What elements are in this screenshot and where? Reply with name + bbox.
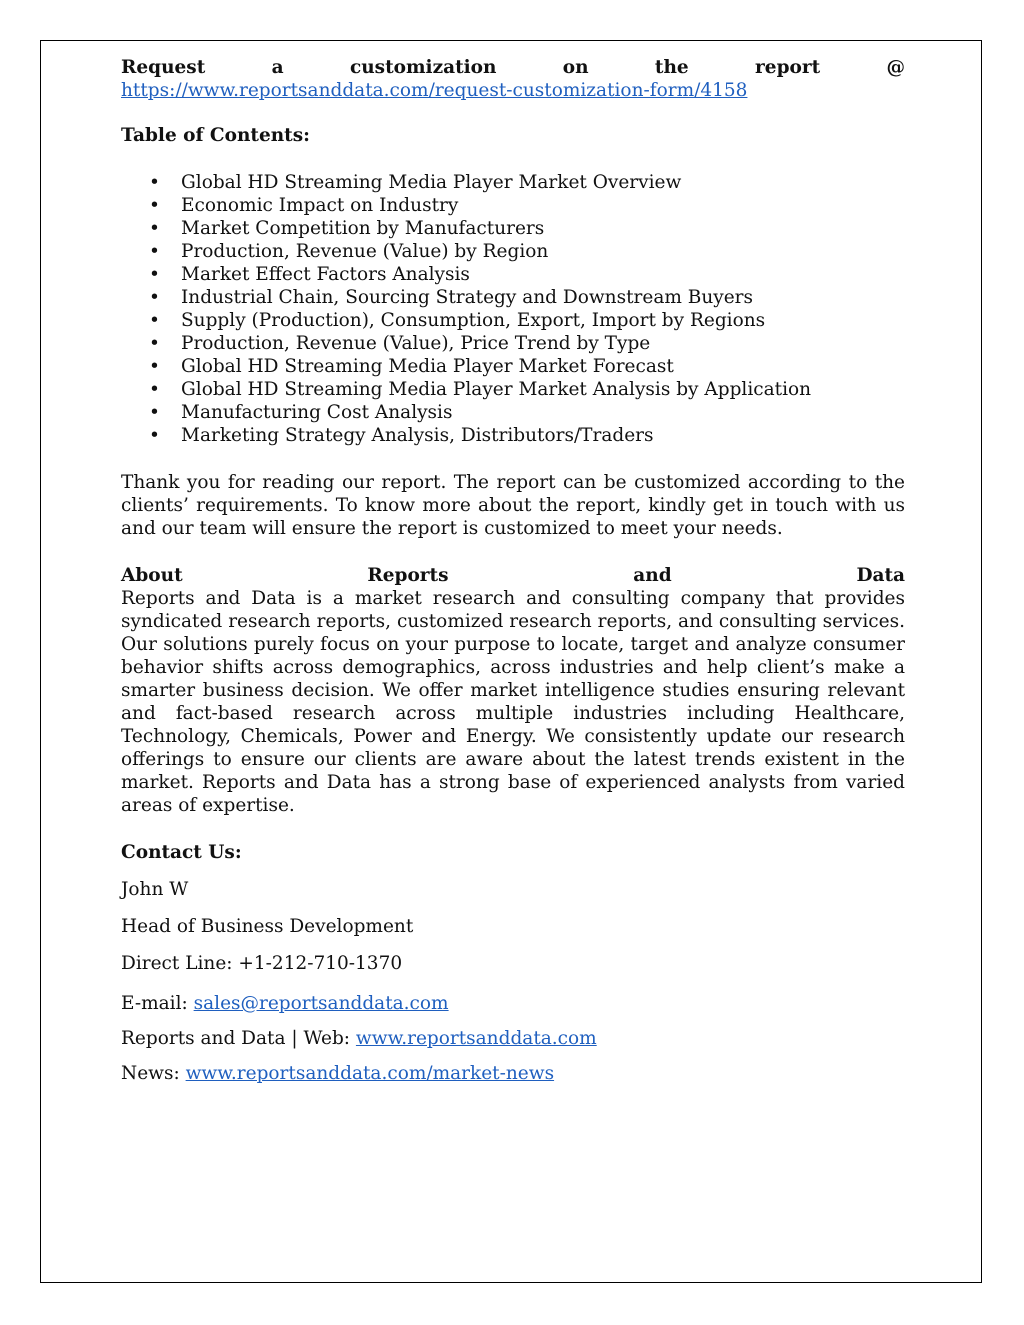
toc-item [121,171,905,194]
about-heading-word: Reports [367,565,449,586]
toc-item [121,378,905,401]
contact-name: John W [121,879,189,900]
contact-title: Contact Us: [121,842,242,863]
request-word: @ [886,57,905,78]
toc-item [121,194,905,217]
toc-item [121,424,905,447]
contact-news-row [121,1062,905,1085]
toc-item-label: Global HD Streaming Media Player Market Forecast [181,356,674,377]
toc-item-label: Market Competition by Manufacturers [181,218,545,239]
bullet-icon: • [149,195,160,216]
toc-item-label: Marketing Strategy Analysis, Distributors/Traders [181,425,654,446]
toc-item [121,263,905,286]
bullet-icon: • [149,310,160,331]
contact-direct-line: Direct Line: +1-212-710-1370 [121,953,403,974]
toc-item-label: Supply (Production), Consumption, Export, Import by Regions [181,310,766,331]
contact-email-row [121,992,905,1015]
toc-item [121,286,905,309]
contact-role: Head of Business Development [121,916,414,937]
about-heading-word: About [121,565,183,586]
toc-item-label: Industrial Chain, Sourcing Strategy and Downstream Buyers [181,287,754,308]
web-label: Reports and Data | Web: [121,1028,356,1049]
about-paragraph: Reports and Data is a market research and consulting company that provides syndicated research reports, customized research reports, and consulting services. Our solutions purely focus on your purpose to locate, target and analyze consumer behavior shifts across demographics, across industries and help client’s make a smarter business decision. We offer market intelligence studies ensuring relevant and fact-based research across multiple industries including Healthcare, Technology, Chemicals, Power and Energy. We consistently update our research offerings to ensure our clients are aware about the latest trends existent in the market. Reports and Data has a strong base of experienced analysts from varied areas of expertise. [121,588,905,816]
about-heading [121,564,905,587]
toc-item-label: Global HD Streaming Media Player Market Analysis by Application [181,379,812,400]
bullet-icon: • [149,356,160,377]
bullet-icon: • [149,287,160,308]
toc-item-label: Production, Revenue (Value) by Region [181,241,549,262]
bullet-icon: • [149,333,160,354]
bullet-icon: • [149,218,160,239]
toc-item-label: Economic Impact on Industry [181,195,459,216]
request-word: the [654,57,689,78]
request-customization-line [121,56,905,79]
bullet-icon: • [149,241,160,262]
email-label: E-mail: [121,993,194,1014]
toc-item-label: Market Effect Factors Analysis [181,264,470,285]
bullet-icon: • [149,379,160,400]
bullet-icon: • [149,264,160,285]
toc-item-label: Manufacturing Cost Analysis [181,402,453,423]
toc-item [121,401,905,424]
toc-item-label: Global HD Streaming Media Player Market Overview [181,172,682,193]
toc-item [121,240,905,263]
web-link[interactable]: www.reportsanddata.com [355,1028,597,1049]
about-heading-word: Data [856,565,905,586]
request-customization-link[interactable]: https://www.reportsanddata.com/request-customization-form/4158 [121,80,748,101]
document-content [121,56,905,1085]
news-link[interactable]: www.reportsanddata.com/market-news [185,1063,555,1084]
toc-item [121,309,905,332]
request-word: on [562,57,589,78]
contact-web-row [121,1027,905,1050]
toc-item [121,217,905,240]
news-label: News: [121,1063,186,1084]
request-word: customization [349,57,497,78]
bullet-icon: • [149,425,160,446]
request-word: report [755,57,821,78]
toc-list [121,171,905,447]
toc-item [121,355,905,378]
toc-item [121,332,905,355]
bullet-icon: • [149,172,160,193]
toc-title: Table of Contents: [121,125,310,146]
toc-item-label: Production, Revenue (Value), Price Trend by Type [181,333,651,354]
request-word: a [271,57,284,78]
email-link[interactable]: sales@reportsanddata.com [193,993,449,1014]
bullet-icon: • [149,402,160,423]
thank-you-paragraph: Thank you for reading our report. The report can be customized according to the clients’ requirements. To know more about the report, kindly get in touch with us and our team will ensure the report is customized to meet your needs. [121,472,905,539]
request-word: Request [121,57,206,78]
about-heading-word: and [633,565,672,586]
